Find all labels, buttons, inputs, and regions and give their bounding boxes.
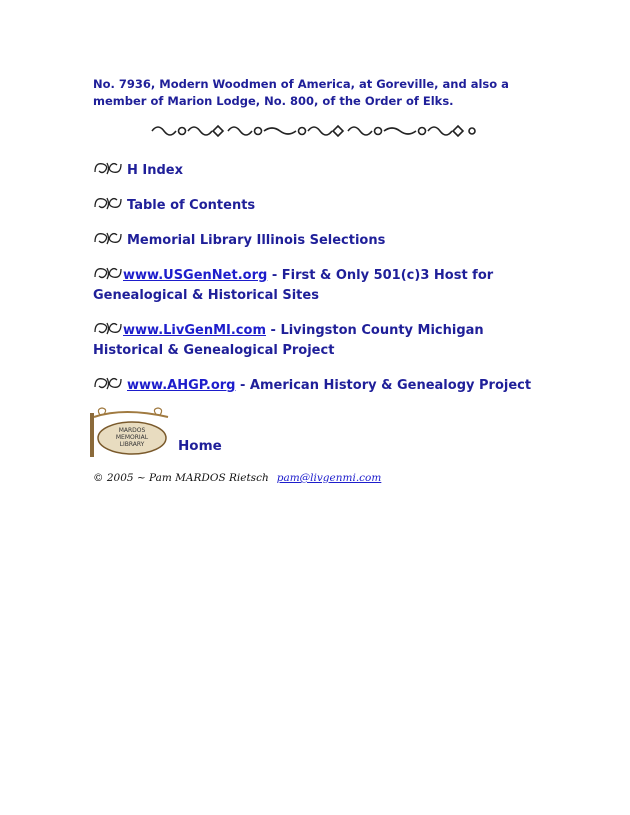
nav-h-index[interactable] — [93, 160, 553, 181]
nav-toc-label[interactable]: Table of Contents — [127, 198, 256, 213]
scroll-icon — [93, 195, 123, 211]
nav-memorial-label[interactable]: Memorial Library Illinois Selections — [127, 233, 386, 248]
scroll-icon — [93, 265, 123, 281]
scroll-icon — [93, 160, 123, 176]
copyright-text: © 2005 ~ Pam MARDOS Rietsch — [93, 472, 269, 484]
mardos-library-logo[interactable] — [90, 407, 172, 457]
nav-usgennet — [93, 265, 553, 306]
nav-table-of-contents[interactable] — [93, 195, 553, 216]
email-link[interactable]: pam@livgenmi.com — [276, 472, 382, 484]
nav-livgenmi — [93, 320, 553, 361]
livgenmi-description: - Livingston County Michigan Historical & Genealogical Project — [93, 323, 484, 358]
scroll-icon — [93, 230, 123, 246]
plaque-text-line-1: MARDOS — [118, 427, 146, 434]
nav-memorial-library[interactable] — [93, 230, 553, 251]
usgennet-description: - First & Only 501(c)3 Host for Genealogical & Historical Sites — [93, 268, 494, 303]
footer-copyright — [93, 472, 381, 484]
ornament-divider — [148, 122, 478, 140]
home-link[interactable]: Home — [178, 438, 222, 454]
ahgp-description: - American History & Genealogy Project — [235, 378, 532, 393]
livgenmi-link[interactable]: www.LivGenMI.com — [123, 323, 266, 338]
nav-ahgp — [93, 375, 553, 396]
usgennet-link[interactable]: www.USGenNet.org — [123, 268, 268, 283]
nav-h-index-label[interactable]: H Index — [127, 163, 184, 178]
scroll-icon — [93, 375, 123, 391]
plaque-text-line-3: LIBRARY — [119, 441, 145, 448]
ahgp-link[interactable]: www.AHGP.org — [127, 378, 236, 393]
scroll-icon — [93, 320, 123, 336]
plaque-text-line-2: MEMORIAL — [115, 434, 149, 441]
intro-paragraph: No. 7936, Modern Woodmen of America, at Goreville, and also a member of Marion Lodge, No. 800, of the Order of Elks. — [93, 77, 509, 108]
